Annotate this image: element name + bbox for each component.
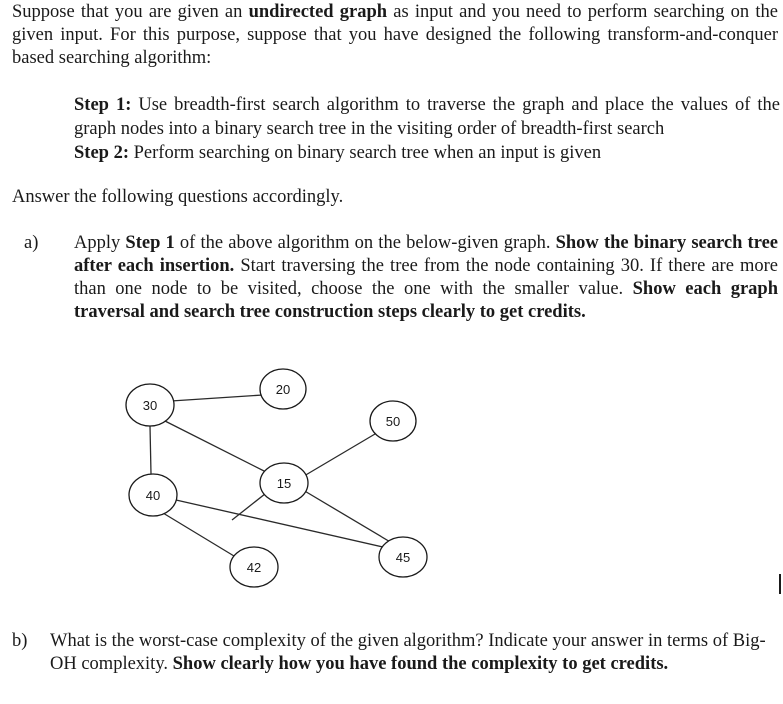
question-a-text-2: of the above algorithm on the below-given graph. <box>174 233 556 253</box>
question-a-label: a) <box>24 233 39 253</box>
question-b-text-1: What is the worst-case complexity of the given algorithm? Indicate your answer in terms of Big-OH complexity. <box>50 631 766 674</box>
step-2-label: Step 2: <box>74 143 129 163</box>
graph-node-15-label: 15 <box>276 476 292 491</box>
edge-30-20 <box>171 395 263 401</box>
question-b-label: b) <box>12 631 28 651</box>
algorithm-steps <box>74 93 780 165</box>
question-b-bold-show-complexity: Show clearly how you have found the complexity to get credits. <box>172 654 669 674</box>
undirected-graph <box>0 340 500 590</box>
graph-node-45-label: 45 <box>395 550 411 565</box>
step-1 <box>74 93 780 141</box>
edge-30-15 <box>163 420 268 473</box>
graph-node-45 <box>379 537 427 577</box>
graph-node-20 <box>260 369 306 409</box>
margin-cursor-mark <box>779 574 781 594</box>
edge-15-50 <box>304 434 375 476</box>
step-2-text: Perform searching on binary search tree when an input is given <box>129 143 602 163</box>
edge-40-42 <box>163 513 234 556</box>
graph-node-20-label: 20 <box>275 382 291 397</box>
intro-text-2: as input and you need to perform searching on the given input. For this purpose, suppose that you have designed the following transform-and-conquer based searching algorithm: <box>12 2 778 68</box>
step-1-label: Step 1: <box>74 95 132 115</box>
graph-node-42-label: 42 <box>246 560 262 575</box>
intro-paragraph <box>12 1 778 70</box>
question-a-bold-show-tree: Show the binary search tree after each insertion. <box>74 233 779 276</box>
intro-text-1: Suppose that you are given an <box>12 2 249 22</box>
question-a-bold-show-steps: Show each graph traversal and search tree construction steps clearly to get credits. <box>74 279 778 322</box>
step-1-text: Use breadth-first search algorithm to traverse the graph and place the values of the graph nodes into a binary search tree in the visiting order of breadth-first search <box>74 95 780 139</box>
intro-bold-undirected-graph: undirected graph <box>248 2 388 22</box>
graph-node-50 <box>370 401 416 441</box>
graph-node-30 <box>126 384 174 426</box>
question-a-text-3: Start traversing the tree from the node containing 30. If there are more than one node to be visited, choose the one with the smaller value. <box>74 256 779 299</box>
question-a-bold-step1: Step 1 <box>125 233 175 253</box>
question-a-body <box>74 232 778 324</box>
graph-node-50-label: 50 <box>385 414 401 429</box>
graph-node-40-label: 40 <box>145 488 161 503</box>
question-b-body <box>50 630 778 676</box>
edge-15-45 <box>303 490 392 543</box>
edge-30-40 <box>150 426 151 474</box>
question-a <box>12 232 778 324</box>
graph-node-30-label: 30 <box>142 398 158 413</box>
answer-prompt: Answer the following questions accordingly. <box>12 187 344 207</box>
graph-node-15 <box>260 463 308 503</box>
question-b <box>12 630 778 676</box>
question-a-text-1: Apply <box>74 233 126 253</box>
graph-node-40 <box>129 474 177 516</box>
step-2 <box>74 141 780 165</box>
graph-node-42 <box>230 547 278 587</box>
